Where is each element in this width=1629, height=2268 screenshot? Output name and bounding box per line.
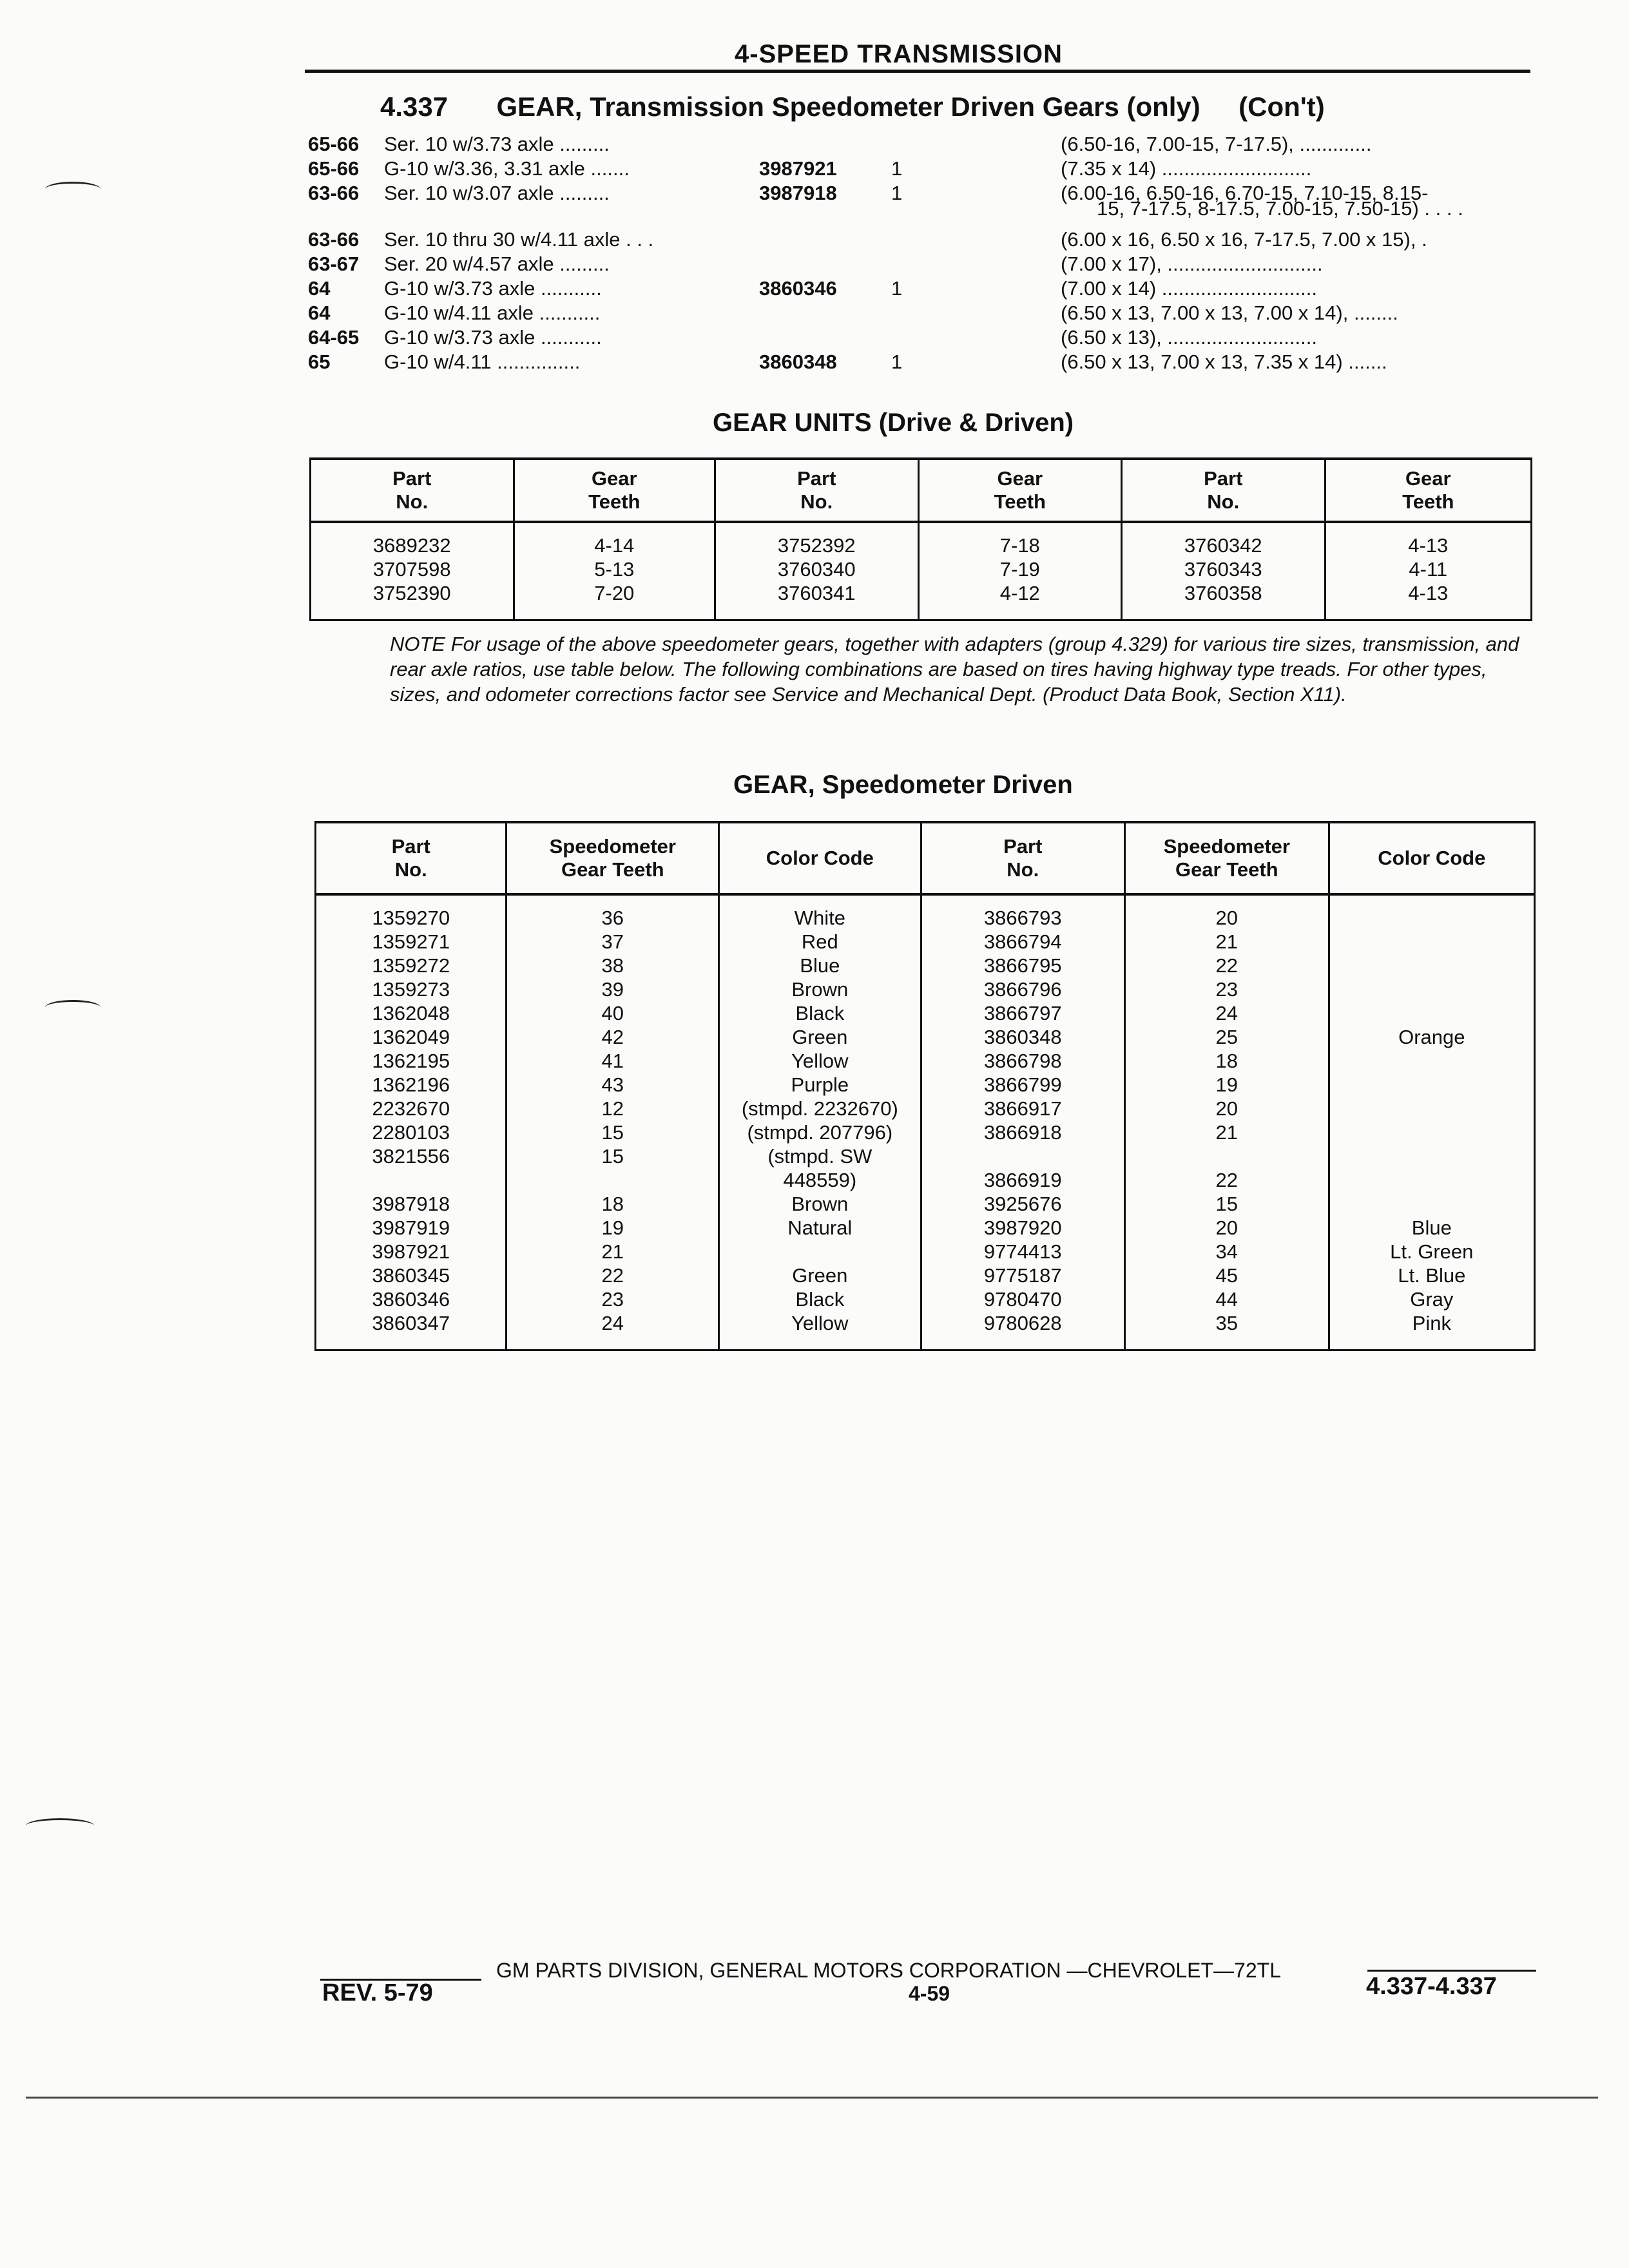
table-cell: 1359272 [316,954,506,977]
table-cell [316,1168,506,1192]
table-cell: Green [719,1025,921,1049]
column-header [311,459,514,522]
table-cell: 19 [506,1216,719,1240]
table-row [316,1025,1535,1049]
table-cell: 25 [1124,1025,1329,1049]
reference-range: 4.337-4.337 [1366,1973,1497,2000]
table-row [316,977,1535,1001]
spacer-cell [921,894,1124,906]
page-header: 4-SPEED TRANSMISSION [735,40,1063,68]
table-cell: 20 [1124,1097,1329,1120]
table-cell: 35 [1124,1311,1329,1335]
table-cell: Brown [719,1192,921,1216]
table-cell: 1362049 [316,1025,506,1049]
usage-description: Ser. 10 w/3.73 axle ......... [384,133,610,155]
table-row [316,1144,1535,1168]
table-cell: 9780470 [921,1287,1124,1311]
table-cell: Lt. Green [1329,1240,1534,1264]
usage-tire-sizes: (6.50-16, 7.00-15, 7-17.5), ............. [1061,133,1372,155]
usage-description: Ser. 10 w/3.07 axle ......... [384,182,610,204]
usage-row [308,228,1539,252]
column-header-line-1: Speedometer [549,835,676,858]
column-header-line-2: Teeth [994,490,1046,513]
table-cell: 9774413 [921,1240,1124,1264]
punch-mark [26,1818,94,1833]
header-rule [305,70,1530,73]
table-cell: 40 [506,1001,719,1025]
table-cell: 43 [506,1073,719,1097]
table-cell [1329,1073,1534,1097]
table-cell: 4-12 [918,581,1121,605]
spacer-cell [918,605,1121,620]
table-cell: Lt. Blue [1329,1264,1534,1287]
spacer-cell [921,1335,1124,1350]
table-row [316,1264,1535,1287]
usage-years: 64 [308,302,331,324]
column-header [921,822,1124,894]
table-cell: Natural [719,1216,921,1240]
table-row [311,581,1532,605]
column-header-line-2: Color Code [1378,847,1486,869]
table-cell: 1359270 [316,906,506,930]
usage-quantity: 1 [891,182,903,204]
table-cell: (stmpd. 207796) [719,1120,921,1144]
table-cell: 18 [506,1192,719,1216]
spacer-cell [1329,894,1534,906]
spacer-cell [506,1335,719,1350]
table-cell: 22 [1124,954,1329,977]
table-cell [1329,1144,1534,1168]
footer-publisher: GM PARTS DIVISION, GENERAL MOTORS CORPORATION —CHEVROLET—72TL [496,1959,1281,1982]
table-cell [1329,930,1534,954]
table-cell: 20 [1124,1216,1329,1240]
table-cell: Purple [719,1073,921,1097]
spacer-cell [311,605,514,620]
section-name: GEAR, Transmission Speedometer Driven Gears (only) [496,91,1200,122]
table-cell [921,1144,1124,1168]
table-cell: 3866794 [921,930,1124,954]
table-cell: 3860347 [316,1311,506,1335]
column-header-line-2: Teeth [1402,490,1454,513]
table-cell: Brown [719,977,921,1001]
table-cell: 3760342 [1122,533,1325,557]
table-cell: 42 [506,1025,719,1049]
table-row [316,1216,1535,1240]
section-title [380,91,1325,122]
table-cell: 18 [1124,1049,1329,1073]
table-cell [1329,1192,1534,1216]
usage-row [308,302,1539,325]
table-cell: 3760340 [715,557,919,581]
table-cell: 24 [1124,1001,1329,1025]
usage-description: G-10 w/4.11 axle ........... [384,302,601,324]
column-header-line-1: Gear [997,467,1043,490]
table-cell: 2232670 [316,1097,506,1120]
table-cell [1124,1144,1329,1168]
table-cell: Black [719,1001,921,1025]
usage-description: Ser. 20 w/4.57 axle ......... [384,253,610,275]
section-cont: (Con't) [1239,91,1325,122]
table-cell: 21 [1124,1120,1329,1144]
usage-row [308,157,1539,181]
usage-row [308,326,1539,350]
spacer-cell [1124,894,1329,906]
table-cell: Yellow [719,1311,921,1335]
table-cell: 23 [506,1287,719,1311]
column-header-line-2: No. [1207,490,1240,513]
table-cell: 3925676 [921,1192,1124,1216]
column-header [506,822,719,894]
usage-row [308,253,1539,276]
table-cell: 41 [506,1049,719,1073]
usage-tire-sizes: (7.00 x 14) ............................ [1061,277,1317,300]
table-cell: 4-14 [514,533,715,557]
table-row [316,1287,1535,1311]
table-cell: 19 [1124,1073,1329,1097]
table-cell: 7-20 [514,581,715,605]
column-header [1124,822,1329,894]
spacer-cell [1325,605,1531,620]
table-cell: 21 [1124,930,1329,954]
table-cell [1329,1120,1534,1144]
table-cell: 9780628 [921,1311,1124,1335]
table-cell: 3866798 [921,1049,1124,1073]
gear-units-table [309,457,1532,621]
table-cell: 3860346 [316,1287,506,1311]
spacer-cell [514,605,715,620]
table-cell: 1359271 [316,930,506,954]
column-header-line-1: Speedometer [1163,835,1290,858]
table-cell: 448559) [719,1168,921,1192]
column-header-line-1: Gear [591,467,637,490]
footer-rule-right [1367,1970,1536,1972]
spacer-cell [1122,605,1325,620]
section-number: 4.337 [380,91,448,122]
table-cell [1329,1168,1534,1192]
usage-description: Ser. 10 thru 30 w/4.11 axle . . . [384,228,654,251]
table-cell: 1362048 [316,1001,506,1025]
table-cell: 4-13 [1325,581,1531,605]
spacer-cell [1325,522,1531,533]
table-row [316,1240,1535,1264]
table-cell [1329,977,1534,1001]
table-end-row [311,605,1532,620]
usage-tire-sizes: (6.50 x 13), ........................... [1061,326,1317,349]
spacer-cell [715,605,919,620]
usage-description: G-10 w/3.36, 3.31 axle ....... [384,157,630,180]
column-header-line-2: Color Code [766,847,874,869]
usage-tire-sizes: (6.00-16, 6.50-16, 6.70-15, 7.10-15, 8.15- [1061,182,1429,204]
table-cell: 9775187 [921,1264,1124,1287]
usage-years: 65-66 [308,157,360,180]
column-header [514,459,715,522]
column-header-line-1: Part [392,467,432,490]
column-header [918,459,1121,522]
spacer-cell [311,522,514,533]
table-cell: 36 [506,906,719,930]
gear-units-title: GEAR UNITS (Drive & Driven) [713,408,1074,437]
punch-mark [45,182,101,197]
spacer-cell [506,894,719,906]
table-cell [1329,954,1534,977]
column-header [1329,822,1534,894]
table-cell: 44 [1124,1287,1329,1311]
revision-date: REV. 5-79 [322,1979,433,2006]
table-cell: 39 [506,977,719,1001]
table-cell: 3760343 [1122,557,1325,581]
column-header-line-1: Gear [1405,467,1451,490]
table-spacer-row [311,522,1532,533]
table-cell: 3760341 [715,581,919,605]
table-cell [1329,1049,1534,1073]
table-cell: Pink [1329,1311,1534,1335]
usage-part-number: 3987921 [759,157,837,180]
table-cell: 3866799 [921,1073,1124,1097]
column-header [715,459,919,522]
usage-tire-sizes: (6.50 x 13, 7.00 x 13, 7.35 x 14) ....... [1061,351,1387,373]
column-header-line-2: No. [394,858,427,881]
usage-part-number: 3860348 [759,351,837,373]
column-header-line-2: Gear Teeth [1175,858,1278,881]
usage-description: G-10 w/3.73 axle ........... [384,326,602,349]
usage-note: NOTE For usage of the above speedometer gears, together with adapters (group 4.329) for various tire sizes, transmission, and rear axle ratios, use table below. The following combinations are based on tires having highway type treads. For other types, sizes, and odometer corrections factor see Service and Mechanical Dept. (Product Data Book, Section X11). [390,633,1519,706]
table-cell: Orange [1329,1025,1534,1049]
table-row [316,906,1535,930]
table-cell: Blue [1329,1216,1534,1240]
table-row [316,1192,1535,1216]
column-header-line-1: Part [1204,467,1243,490]
spacer-cell [1122,522,1325,533]
bottom-scan-rule [26,2097,1598,2099]
column-header-line-1: Part [1003,835,1043,858]
column-header-line-1: Part [797,467,836,490]
table-row [316,930,1535,954]
page-number: 4-59 [909,1982,950,2005]
table-cell: 15 [506,1120,719,1144]
usage-tire-sizes: (6.50 x 13, 7.00 x 13, 7.00 x 14), ........ [1061,302,1398,324]
spacer-cell [719,1335,921,1350]
spacer-cell [514,522,715,533]
column-header-line-2: No. [800,490,833,513]
punch-mark [45,1000,101,1015]
table-cell: Gray [1329,1287,1534,1311]
table-row [316,1168,1535,1192]
table-cell: 1359273 [316,977,506,1001]
usage-quantity: 1 [891,157,903,180]
table-cell [506,1168,719,1192]
table-cell: 3752392 [715,533,919,557]
table-cell: 4-13 [1325,533,1531,557]
table-row [316,1120,1535,1144]
table-cell [1329,1001,1534,1025]
table-cell: 45 [1124,1264,1329,1287]
table-cell: 3860345 [316,1264,506,1287]
table-row [311,533,1532,557]
table-cell: 3987921 [316,1240,506,1264]
table-row [316,1073,1535,1097]
table-cell: 5-13 [514,557,715,581]
table-cell: 15 [506,1144,719,1168]
column-header-line-2: No. [1007,858,1039,881]
usage-years: 63-66 [308,182,360,204]
table-cell: 3866796 [921,977,1124,1001]
table-cell: 3987919 [316,1216,506,1240]
column-header-line-2: No. [396,490,429,513]
table-cell: Black [719,1287,921,1311]
table-cell: 3866793 [921,906,1124,930]
table-row [316,1001,1535,1025]
spacer-cell [918,522,1121,533]
table-cell: 3866797 [921,1001,1124,1025]
table-cell: 1362196 [316,1073,506,1097]
table-cell [719,1240,921,1264]
usage-years: 65 [308,351,331,373]
spacer-cell [316,894,506,906]
usage-part-number: 3860346 [759,277,837,300]
table-cell: 24 [506,1311,719,1335]
table-cell: 12 [506,1097,719,1120]
table-cell: 3866919 [921,1168,1124,1192]
usage-row [308,351,1539,374]
table-cell: 7-19 [918,557,1121,581]
spacer-cell [1124,1335,1329,1350]
table-cell: Red [719,930,921,954]
usage-tire-sizes: (6.00 x 16, 6.50 x 16, 7-17.5, 7.00 x 15), . [1061,228,1427,251]
table-cell: 38 [506,954,719,977]
usage-years: 63-66 [308,228,360,251]
table-row [311,557,1532,581]
usage-part-number: 3987918 [759,182,837,204]
spacer-cell [1329,1335,1534,1350]
table-cell: 20 [1124,906,1329,930]
table-cell: 3987920 [921,1216,1124,1240]
usage-row [308,133,1539,157]
table-cell: 3987918 [316,1192,506,1216]
table-cell: 3707598 [311,557,514,581]
table-cell: 21 [506,1240,719,1264]
table-cell: 34 [1124,1240,1329,1264]
spacer-cell [715,522,919,533]
column-header [1122,459,1325,522]
column-header-line-1: Part [391,835,430,858]
table-cell: 3866795 [921,954,1124,977]
column-header [719,822,921,894]
column-header-line-2: Gear Teeth [561,858,664,881]
table-cell: 4-11 [1325,557,1531,581]
table-cell: 23 [1124,977,1329,1001]
table-cell: 7-18 [918,533,1121,557]
driven-title: GEAR, Speedometer Driven [733,771,1073,799]
usage-quantity: 1 [891,351,903,373]
usage-quantity: 1 [891,277,903,300]
table-row [316,1097,1535,1120]
table-cell: 3866918 [921,1120,1124,1144]
usage-tire-cont: 15, 7-17.5, 8-17.5, 7.00-15, 7.50-15) . . . . [1097,197,1463,220]
driven-gear-table [314,821,1536,1351]
usage-tire-sizes: (7.35 x 14) ........................... [1061,157,1312,180]
table-cell: Green [719,1264,921,1287]
table-cell: 3866917 [921,1097,1124,1120]
table-cell: 3752390 [311,581,514,605]
spacer-cell [719,894,921,906]
usage-years: 65-66 [308,133,360,155]
table-cell: 2280103 [316,1120,506,1144]
table-row [316,1311,1535,1335]
usage-tire-sizes: (7.00 x 17), ............................ [1061,253,1323,275]
table-spacer-row [316,894,1535,906]
usage-description: G-10 w/3.73 axle ........... [384,277,602,300]
table-cell: Blue [719,954,921,977]
table-cell: White [719,906,921,930]
table-cell: (stmpd. SW [719,1144,921,1168]
table-cell [1329,1097,1534,1120]
table-cell: 22 [1124,1168,1329,1192]
table-cell: 3860348 [921,1025,1124,1049]
usage-description: G-10 w/4.11 ............... [384,351,581,373]
column-header [1325,459,1531,522]
table-cell: 15 [1124,1192,1329,1216]
column-header-line-2: Teeth [588,490,641,513]
table-cell: Yellow [719,1049,921,1073]
table-cell: 3760358 [1122,581,1325,605]
spacer-cell [316,1335,506,1350]
table-end-row [316,1335,1535,1350]
table-cell: 37 [506,930,719,954]
usage-row [308,277,1539,301]
table-cell: 3821556 [316,1144,506,1168]
column-header [316,822,506,894]
table-cell [1329,906,1534,930]
usage-years: 63-67 [308,253,360,275]
usage-years: 64-65 [308,326,360,349]
table-row [316,1049,1535,1073]
table-cell: 22 [506,1264,719,1287]
usage-years: 64 [308,277,331,300]
table-cell: (stmpd. 2232670) [719,1097,921,1120]
table-row [316,954,1535,977]
table-cell: 1362195 [316,1049,506,1073]
table-cell: 3689232 [311,533,514,557]
